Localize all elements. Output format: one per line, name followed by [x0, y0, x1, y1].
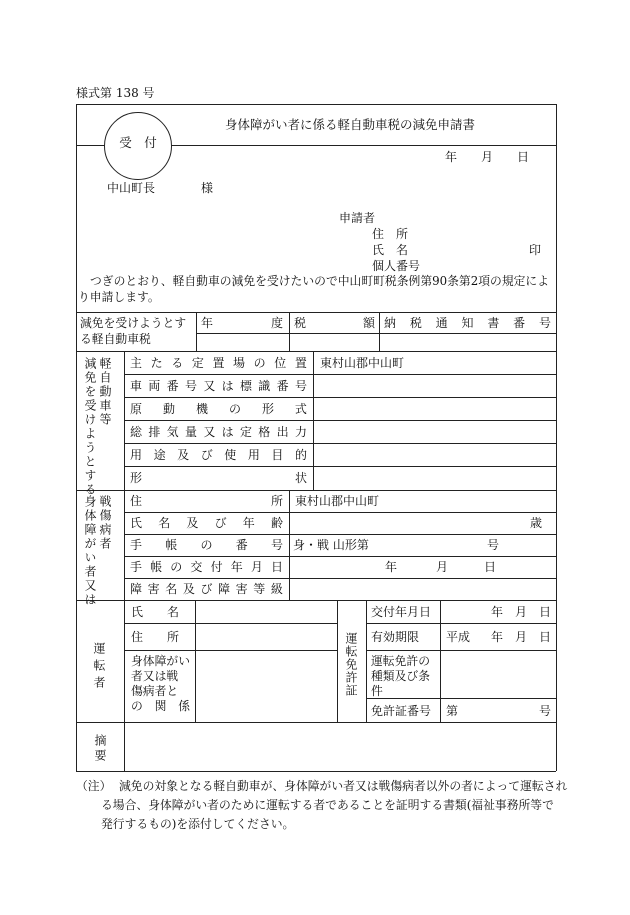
license-side-label: 運転免許証 — [344, 632, 358, 697]
date-day-label: 日 — [517, 150, 530, 164]
disabled-side-label-2: 戦傷病者 — [98, 495, 112, 551]
vehicle-number-label: 車 両 番 号 又 は 標 識 番 号 — [130, 379, 307, 393]
vehicle-side-label-2: 軽自動車等 — [98, 357, 112, 427]
engine-type-label: 原 動 機 の 形 式 — [130, 402, 307, 416]
addressee-honorific: 様 — [201, 181, 214, 195]
vehicle-location-label: 主 た る 定 置 場 の 位 置 — [130, 356, 307, 370]
date-month-label: 月 — [481, 150, 494, 164]
license-type-line-2: 種類及び条 — [371, 669, 430, 683]
disabled-address-label: 住 所 — [130, 494, 283, 508]
relation-line-2: 者又は戦 — [131, 669, 179, 683]
applicant-seal-label: 印 — [529, 243, 542, 257]
license-number-prefix: 第 — [446, 704, 459, 718]
form-title: 身体障がい者に係る軽自動車税の減免申請書 — [224, 117, 475, 132]
vehicle-shape-label: 形 状 — [130, 471, 307, 485]
usage-purpose-label: 用 途 及 び 使 用 目 的 — [130, 448, 307, 462]
form-number: 様式第 138 号 — [76, 86, 155, 100]
handbook-number-suffix: 号 — [487, 538, 500, 552]
license-type-line-3: 件 — [371, 684, 383, 698]
disability-grade-label: 障 害 名 及 び 障 害 等 級 — [130, 582, 283, 596]
vehicle-side-label: 減免を受けようとする — [83, 357, 97, 497]
date-year-label: 年 — [445, 150, 458, 164]
handbook-number-label: 手 帳 の 番 号 — [130, 538, 283, 552]
tax-amount-label: 税 — [294, 316, 307, 330]
tax-amount-unit: 額 — [363, 316, 376, 330]
handbook-issue-year: 年 — [385, 560, 398, 574]
license-valid-era: 平成 — [446, 630, 471, 644]
tax-year-label: 年 — [201, 316, 214, 330]
tax-year-unit: 度 — [271, 316, 284, 330]
request-text-line-2: り申請します。 — [78, 290, 160, 304]
handbook-number-prefix: 身・戦 山形第 — [293, 538, 369, 552]
handbook-issue-day: 日 — [484, 560, 497, 574]
handbook-issue-month: 月 — [436, 560, 449, 574]
reception-stamp-label: 受 付 — [119, 135, 157, 150]
applicant-header: 申請者 — [339, 211, 376, 225]
disabled-address-value: 東村山郡中山町 — [295, 494, 380, 508]
request-text-line-1: つぎのとおり、軽自動車の減免を受けたいので中山町町税条例第90条第2項の規定によ — [90, 274, 550, 288]
driver-name-label: 氏 名 — [131, 605, 180, 619]
notice-number-label: 納 税 通 知 書 番 号 — [384, 316, 551, 330]
license-valid-label: 有効期限 — [371, 630, 420, 644]
applicant-id-label: 個人番号 — [372, 259, 421, 273]
applicant-address-label: 住 所 — [372, 227, 409, 241]
license-type-line-1: 運転免許の — [371, 654, 430, 668]
note-line-3: 発行するもの)を添付してください。 — [101, 817, 295, 831]
driver-address-label: 住 所 — [131, 630, 180, 644]
addressee-name: 中山町長 — [107, 181, 156, 195]
tax-label-line-2: る軽自動車税 — [80, 332, 151, 346]
license-issue-label: 交付年月日 — [371, 605, 432, 619]
note-line-2: る場合、身体障がい者のために運転する者であることを証明する書類(福祉事務所等で — [101, 798, 554, 812]
license-number-suffix: 号 — [539, 704, 552, 718]
disabled-age-unit: 歳 — [530, 516, 543, 530]
license-number-label: 免許証番号 — [371, 704, 432, 718]
relation-line-3: 傷病者と — [131, 684, 179, 698]
relation-line-4: の 関 係 — [131, 699, 190, 713]
applicant-name-label: 氏 名 — [372, 243, 409, 257]
note-prefix: （注） — [76, 779, 112, 793]
relation-line-1: 身体障がい — [131, 654, 190, 668]
tax-label-line-1: 減免を受けようとす — [80, 316, 187, 330]
license-issue-value: 年 月 日 — [491, 605, 552, 619]
displacement-label: 総 排 気 量 又 は 定 格 出 力 — [130, 425, 307, 439]
vehicle-location-value: 東村山郡中山町 — [320, 356, 405, 370]
handbook-issue-date-label: 手 帳 の 交 付 年 月 日 — [130, 560, 283, 574]
disabled-name-age-label: 氏 名 及 び 年 齢 — [130, 516, 283, 530]
summary-label: 摘要 — [93, 734, 107, 764]
disabled-side-label: 身体障がい者又は — [83, 495, 97, 607]
driver-side-label: 運転者 — [92, 642, 106, 693]
license-valid-value: 年 月 日 — [491, 630, 552, 644]
note-line-1: 減免の対象となる軽自動車が、身体障がい者又は戦傷病者以外の者によって運転され — [119, 779, 568, 793]
